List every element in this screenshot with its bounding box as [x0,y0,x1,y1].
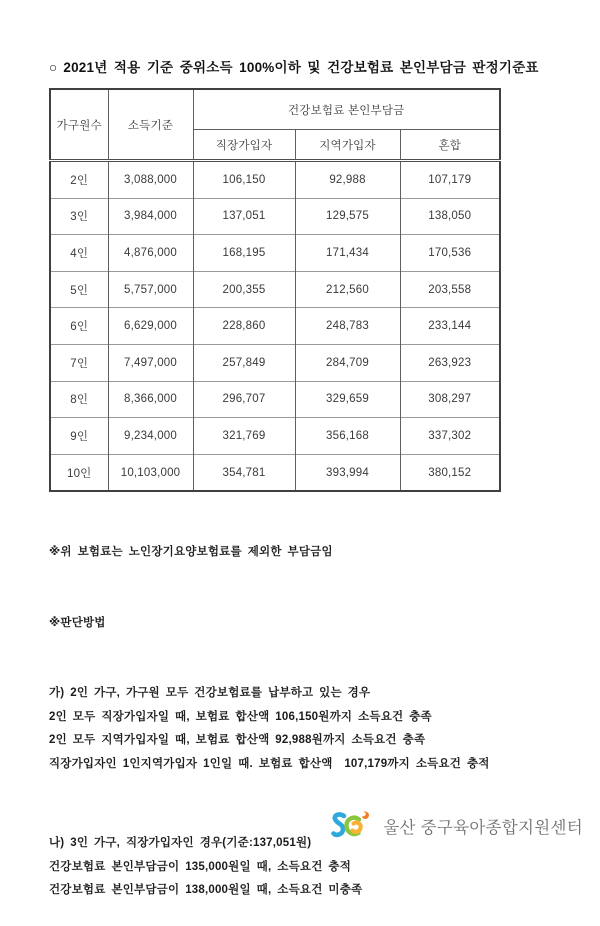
note-line: 가) 2인 가구, 가구원 모두 건강보험료를 납부하고 있는 경우 [49,687,371,699]
cell-household: 3인 [50,198,108,235]
table-row [50,344,500,381]
cell-workplace: 228,860 [193,308,295,345]
logo-s-stroke [334,815,345,835]
document-title [49,56,539,76]
table-header [50,89,500,161]
note-exclusion: ※위 보험료는 노인장기요양보험료를 제외한 부담금임 [49,546,333,558]
cell-regional: 171,434 [295,235,400,272]
cell-household: 8인 [50,381,108,418]
table-row [50,418,500,455]
header-income: 소득기준 [108,89,193,161]
table-row [50,454,500,491]
cell-mixed: 308,297 [400,381,500,418]
cell-workplace: 296,707 [193,381,295,418]
cell-regional: 92,988 [295,161,400,199]
cell-regional: 129,575 [295,198,400,235]
cell-household: 10인 [50,454,108,491]
premium-criteria-table [49,88,501,492]
title-text: 2021년 적용 기준 중위소득 100%이하 및 건강보험료 본인부담금 판정기준표 [63,60,539,75]
cell-regional: 248,783 [295,308,400,345]
cell-income: 7,497,000 [108,344,193,381]
logo-c-yellow-stroke [353,823,361,832]
cell-regional: 393,994 [295,454,400,491]
notes-section [49,494,569,926]
cell-workplace: 354,781 [193,454,295,491]
table-row [50,161,500,199]
note-line: 나) 3인 가구, 직장가입자인 경우(기준:137,051원) [49,837,312,849]
cell-income: 8,366,000 [108,381,193,418]
cell-income: 3,088,000 [108,161,193,199]
cell-regional: 329,659 [295,381,400,418]
cell-mixed: 233,144 [400,308,500,345]
title-bullet-icon: ○ [49,60,58,75]
org-name: 울산 중구육아종합지원센터 [383,819,583,837]
logo-leaf-accent [362,811,369,819]
note-line: 건강보험료 본인부담금이 135,000원일 때, 소득요건 충적 [49,860,352,873]
cell-income: 4,876,000 [108,235,193,272]
header-household: 가구원수 [50,89,108,161]
cell-mixed: 263,923 [400,344,500,381]
note-line: 2인 모두 지역가입자일 때, 보험료 합산액 92,988원까지 소득요건 충족 [49,734,426,746]
cell-income: 6,629,000 [108,308,193,345]
header-row-group [50,89,500,130]
table-body [50,161,500,492]
note-line: 건강보험료 본인부담금이 138,000원일 때, 소득요건 미충족 [49,884,363,896]
cell-regional: 356,168 [295,418,400,455]
org-logo [330,809,583,843]
cell-income: 3,984,000 [108,198,193,235]
note-method: ※판단방법 [49,616,106,629]
cell-workplace: 168,195 [193,235,295,272]
cell-income: 5,757,000 [108,271,193,308]
cell-workplace: 321,769 [193,418,295,455]
cell-mixed: 203,558 [400,271,500,308]
cell-workplace: 137,051 [193,198,295,235]
cell-workplace: 200,355 [193,271,295,308]
cell-mixed: 380,152 [400,454,500,491]
header-premium-group: 건강보험료 본인부담금 [193,89,500,130]
cell-mixed: 170,536 [400,235,500,272]
cell-mixed: 138,050 [400,198,500,235]
header-workplace: 직장가입자 [193,130,295,161]
table-row [50,235,500,272]
cell-household: 9인 [50,418,108,455]
cell-household: 6인 [50,308,108,345]
cell-household: 5인 [50,271,108,308]
cell-mixed: 107,179 [400,161,500,199]
header-regional: 지역가입자 [295,130,400,161]
header-mixed: 혼합 [400,130,500,161]
cell-household: 4인 [50,235,108,272]
table-row [50,308,500,345]
note-line: 2인 모두 직장가입자일 때, 보험료 합산액 106,150원까지 소득요건 충족 [49,710,432,723]
cell-income: 10,103,000 [108,454,193,491]
cell-household: 2인 [50,161,108,199]
cell-regional: 284,709 [295,344,400,381]
cell-regional: 212,560 [295,271,400,308]
cell-workplace: 106,150 [193,161,295,199]
cell-household: 7인 [50,344,108,381]
table-row [50,381,500,418]
note-line: 직장가입자인 1인지역가입자 1인일 때. 보험료 합산액 107,179까지 소득요건 충적 [49,757,490,770]
cell-mixed: 337,302 [400,418,500,455]
cell-income: 9,234,000 [108,418,193,455]
cell-workplace: 257,849 [193,344,295,381]
table-row [50,198,500,235]
table-row [50,271,500,308]
org-logo-icon [330,809,374,843]
note-case-a [49,682,569,776]
